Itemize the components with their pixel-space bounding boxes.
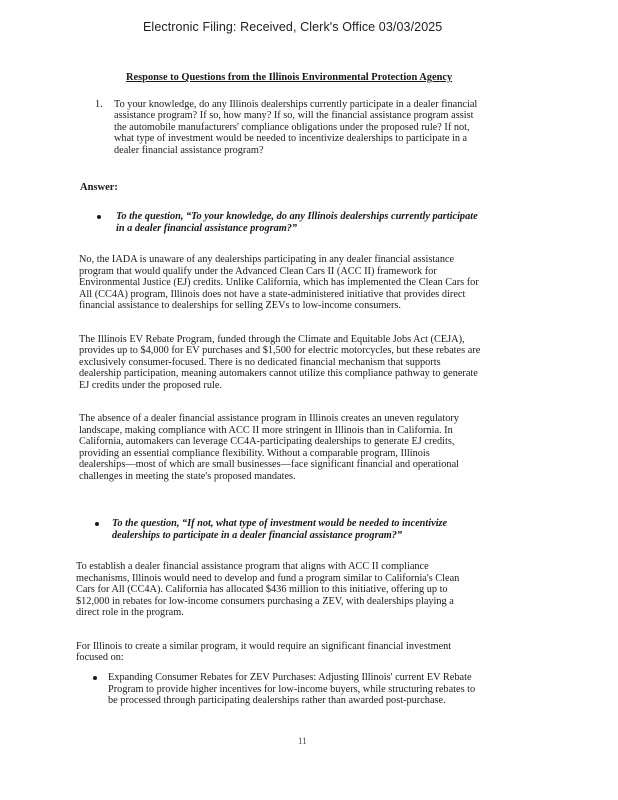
- bullet-icon: [97, 215, 101, 219]
- paragraph-line: The absence of a dealer financial assistance program in Illinois creates an uneven regulatory: [79, 413, 459, 424]
- document-title: Response to Questions from the Illinois Environmental Protection Agency: [126, 72, 453, 83]
- paragraph-line: No, the IADA is unaware of any dealerships participating in any dealer financial assistance: [79, 254, 455, 265]
- list-item-line: Expanding Consumer Rebates for ZEV Purchases: Adjusting Illinois' current EV Rebate: [108, 672, 472, 683]
- paragraph-line: Environmental Justice (EJ) credits. Unlike California, which has implemented the Clean Cars for: [79, 277, 479, 288]
- question-line: assistance program? If so, how many? If so, will the financial assistance program assist: [114, 110, 474, 121]
- paragraph-line: To establish a dealer financial assistance program that aligns with ACC II compliance: [76, 561, 429, 572]
- paragraph-line: program that would qualify under the Advanced Clean Cars II (ACC II) framework for: [79, 266, 437, 277]
- question-line: To your knowledge, do any Illinois dealerships currently participate in a dealer financial: [114, 99, 478, 110]
- sub-question-line: dealerships to participate in a dealer financial assistance program?”: [112, 530, 403, 541]
- paragraph-line: EJ credits under the proposed rule.: [79, 380, 222, 391]
- question-number: 1.: [95, 99, 103, 110]
- paragraph-line: $12,000 in rebates for low-income consumers purchasing a ZEV, with dealerships playing a: [76, 596, 454, 607]
- paragraph-line: For Illinois to create a similar program, it would require an significant financial investment: [76, 641, 452, 652]
- paragraph-line: provides up to $4,000 for EV purchases and $1,500 for electric motorcycles, but these rebates are: [79, 345, 481, 356]
- paragraph-line: challenges in meeting the state's proposed mandates.: [79, 471, 296, 482]
- sub-question-line: in a dealer financial assistance program?”: [116, 223, 298, 234]
- paragraph-line: direct role in the program.: [76, 607, 184, 618]
- question-line: the automobile manufacturers' compliance obligations under the proposed rule? If not,: [114, 122, 470, 133]
- sub-question-line: To the question, “If not, what type of investment would be needed to incentivize: [112, 518, 448, 529]
- sub-question-line: To the question, “To your knowledge, do any Illinois dealerships currently participate: [116, 211, 478, 222]
- list-item-line: Program to provide higher incentives for low-income buyers, while structuring rebates to: [108, 684, 476, 695]
- paragraph-line: dealership participation, meaning automakers cannot utilize this compliance pathway to generate: [79, 368, 478, 379]
- answer-label: Answer:: [80, 182, 118, 193]
- paragraph-line: California, automakers can leverage CC4A-participating dealerships to generate EJ credits,: [79, 436, 455, 447]
- paragraph-line: providing an essential compliance flexibility. Without a comparable program, Illinois: [79, 448, 430, 459]
- paragraph-line: financial assistance to dealerships for selling ZEVs to low-income consumers.: [79, 300, 401, 311]
- list-item-line: be processed through participating dealerships rather than awarded post-purchase.: [108, 695, 446, 706]
- paragraph-line: landscape, making compliance with ACC II more stringent in Illinois than in California. In: [79, 425, 453, 436]
- paragraph-line: The Illinois EV Rebate Program, funded through the Climate and Equitable Jobs Act (CEJA),: [79, 334, 465, 345]
- paragraph-line: mechanisms, Illinois would need to develop and fund a program similar to California's Clean: [76, 573, 460, 584]
- paragraph-line: All (CC4A) program, Illinois does not have a state-administered initiative that provides direct: [79, 289, 466, 300]
- paragraph-line: dealerships—most of which are small businesses—face significant financial and operational: [79, 459, 460, 470]
- question-line: dealer financial assistance program?: [114, 145, 264, 156]
- page-number: 11: [298, 736, 307, 746]
- paragraph-line: Cars for All (CC4A). California has allocated $436 million to this initiative, offering up to: [76, 584, 448, 595]
- filing-header: Electronic Filing: Received, Clerk's Office 03/03/2025: [143, 20, 443, 34]
- paragraph-line: focused on:: [76, 652, 124, 663]
- bullet-icon: [95, 522, 99, 526]
- question-line: what type of investment would be needed to incentivize dealerships to participate in a: [114, 133, 468, 144]
- paragraph-line: exclusively consumer-focused. There is no dedicated financial mechanism that supports: [79, 357, 441, 368]
- bullet-icon: [93, 676, 97, 680]
